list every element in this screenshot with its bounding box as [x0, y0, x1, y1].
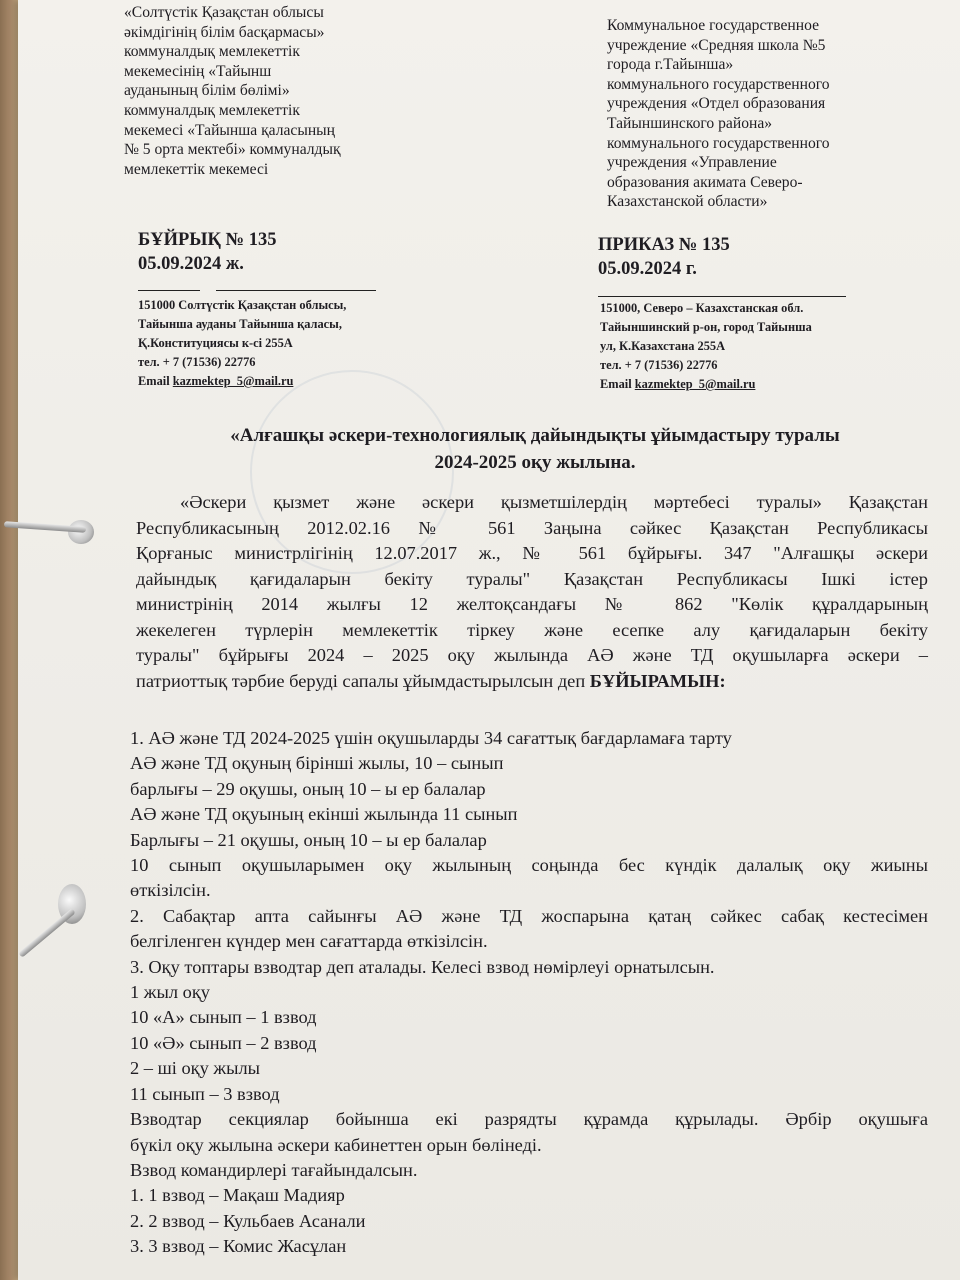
header-kz-line: коммуналдық мемлекеттік — [124, 101, 300, 119]
preamble-last-line — [136, 669, 928, 695]
divider-ru — [598, 296, 846, 297]
address-kz — [138, 296, 346, 391]
body-line: 10 «А» сынып – 1 взвод — [130, 1007, 317, 1028]
address-kz-line: 151000 Солтүстік Қазақстан облысы, — [138, 298, 347, 312]
order-ru-label: ПРИКАЗ № 135 — [598, 235, 730, 255]
body-line: Барлығы – 21 оқушы, оның 10 – ы ер балалар — [130, 829, 487, 850]
body-line: 2. 2 взвод – Кульбаев Асанали — [130, 1210, 366, 1231]
body-line: өткізілсін. — [130, 880, 211, 901]
address-ru-line: ул, К.Казахстана 255А — [600, 339, 726, 353]
body-line: 10 сынып оқушыларымен оқу жылының соңында бес күндік далалық оқу жиыны — [130, 855, 928, 876]
header-ru-line: образования акимата Северо- — [607, 173, 803, 191]
body-line: бүкіл оқу жылына әскери кабинеттен орын бөлінеді. — [130, 1134, 542, 1155]
body-line: 1 жыл оқу — [130, 982, 210, 1003]
preamble-line: «Әскери қызмет және әскери қызметшілердің мәртебесі туралы» Қазақстан — [180, 492, 928, 512]
document-title — [140, 422, 930, 476]
body-line: 11 сынып – 3 взвод — [130, 1083, 280, 1104]
header-kz-line: әкімдігінің білім басқармасы» — [124, 23, 325, 41]
preamble-line: дайындық қағидаларын бекіту туралы" Қазақстан Республикасы Ішкі істер — [136, 568, 928, 589]
preamble-paragraph — [136, 490, 928, 694]
body-line: Взвод командирлері тағайындалсын. — [130, 1159, 418, 1180]
address-ru-line: Тайыншинский р-он, город Тайынша — [600, 320, 812, 334]
header-russian — [607, 16, 830, 212]
header-kz-line: мекемесі «Тайынша қаласының — [124, 121, 335, 139]
body-line: 2 – ші оқу жылы — [130, 1058, 260, 1079]
order-ru-date: 05.09.2024 г. — [598, 259, 697, 279]
divider-kz — [216, 290, 376, 291]
header-kz-line: «Солтүстік Қазақстан облысы — [124, 4, 324, 21]
header-ru-line: города г.Тайынша» — [607, 56, 734, 74]
preamble-line: Республикасының 2012.02.16 № 561 Заңына сәйкес Қазақстан Республикасы — [136, 517, 928, 538]
header-kz-line: коммуналдық мемлекеттік — [124, 43, 300, 61]
header-ru-line: Казахстанской области» — [607, 193, 768, 211]
body-line: 3. Оқу топтары взводтар деп аталады. Келесі взвод нөмірлеуі орнатылсын. — [130, 956, 715, 977]
body-line: Взводтар секциялар бойынша екі разрядты құрамда құрылады. Әрбір оқушыға — [130, 1109, 928, 1130]
preamble-line: туралы" бұйрығы 2024 – 2025 оқу жылында АӘ және ТД оқушыларға әскери – — [136, 645, 928, 665]
body-line: барлығы – 29 оқушы, оның 10 – ы ер балалар — [130, 778, 486, 799]
address-ru — [600, 299, 812, 394]
address-kz-line: тел. + 7 (71536) 22776 — [138, 355, 256, 369]
header-kazakh — [124, 3, 341, 179]
body-line: 1. АӘ және ТД 2024-2025 үшін оқушыларды 34 сағаттық бағдарламаға тарту — [130, 728, 732, 748]
header-ru-line: Коммунальное государственное — [607, 17, 820, 34]
header-kz-line: № 5 орта мектебі» коммуналдық — [124, 141, 341, 159]
body-line: 3. 3 взвод – Комис Жасұлан — [130, 1236, 347, 1257]
address-ru-line: тел. + 7 (71536) 22776 — [600, 358, 718, 372]
divider-kz-short — [138, 290, 200, 291]
address-kz-line: Қ.Конституциясы к-сі 255А — [138, 336, 293, 350]
email-link-ru[interactable]: kazmektep_5@mail.ru — [634, 377, 756, 391]
body-line: АӘ және ТД оқуның бірінші жылы, 10 – сынып — [130, 753, 504, 774]
title-line: 2024-2025 оқу жылына. — [434, 452, 636, 473]
body-line: 10 «Ә» сынып – 2 взвод — [130, 1032, 317, 1053]
header-ru-line: коммунального государственного — [607, 75, 830, 93]
preamble-line: Қорғаныс министрлігінің 12.07.2017 ж., № 561 бұйрығы. 347 "Алғашқы әскери — [136, 543, 928, 563]
order-number-ru — [598, 233, 730, 281]
body-line: АӘ және ТД оқуының екінші жылында 11 сынып — [130, 804, 518, 825]
order-body — [130, 726, 928, 1260]
body-line: 2. Сабақтар апта сайынғы АӘ және ТД жоспарына қатаң сәйкес сабақ кестесімен — [130, 905, 928, 926]
header-ru-line: учреждения «Управление — [607, 154, 777, 172]
email-link-kz[interactable]: kazmektep_5@mail.ru — [172, 374, 294, 388]
header-ru-line: учреждения «Отдел образования — [607, 95, 826, 113]
order-kz-label: БҰЙРЫҚ № 135 — [138, 230, 277, 250]
order-kz-date: 05.09.2024 ж. — [138, 254, 244, 274]
header-kz-line: мемлекеттік мекемесі — [124, 160, 269, 178]
preamble-line: жекелеген түрлерін мемлекеттік тіркеу және есепке алу қағидаларын бекіту — [136, 619, 928, 640]
title-line: «Алғашқы әскери-технологиялық дайындықты ұйымдастыру туралы — [230, 425, 840, 446]
address-kz-line: Тайынша ауданы Тайынша қаласы, — [138, 317, 342, 331]
header-kz-line: мекемесінің «Тайынш — [124, 62, 272, 80]
address-ru-line: 151000, Северо – Казахстанская обл. — [600, 301, 804, 315]
header-ru-line: коммунального государственного — [607, 134, 830, 152]
folder-edge — [0, 0, 18, 1280]
header-ru-line: Тайыншинского района» — [607, 114, 773, 132]
preamble-text: патриоттық тәрбие беруді сапалы ұйымдастырылсын деп — [136, 670, 590, 691]
header-kz-line: ауданының білім бөлімі» — [124, 82, 290, 100]
order-keyword: БҰЙЫРАМЫН: — [589, 670, 726, 691]
order-number-kz — [138, 228, 276, 276]
header-ru-line: учреждение «Средняя школа №5 — [607, 36, 826, 54]
body-line: белгіленген күндер мен сағаттарда өткізілсін. — [130, 931, 488, 952]
preamble-line: министрінің 2014 жылғы 12 желтоқсандағы № 862 "Көлік құралдарының — [136, 594, 928, 614]
body-line: 1. 1 взвод – Мақаш Мадияр — [130, 1185, 345, 1206]
email-label-ru: Email — [600, 377, 635, 391]
email-label-kz: Email — [138, 374, 173, 388]
